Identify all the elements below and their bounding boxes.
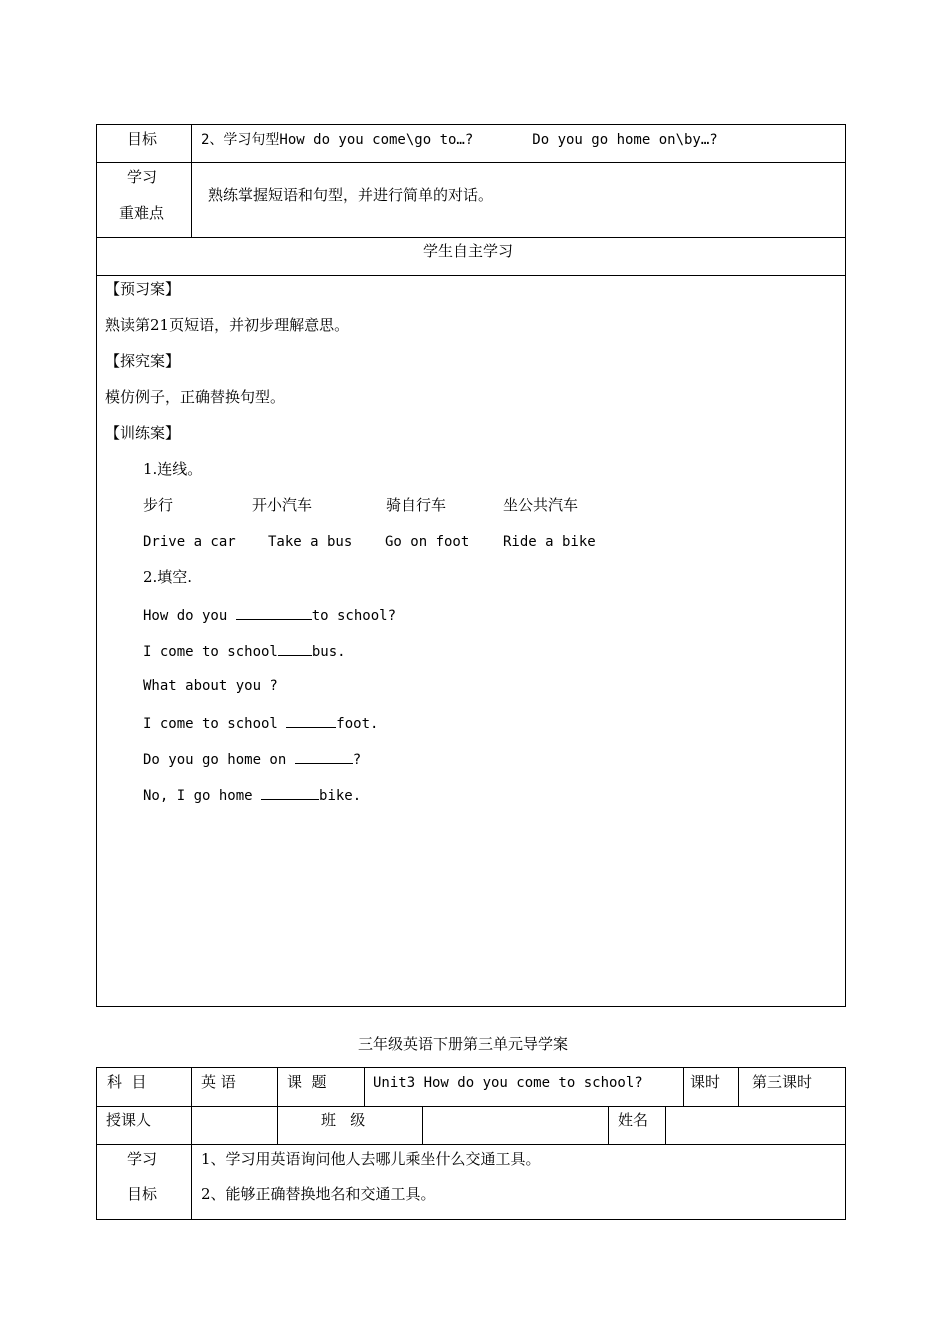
class-value[interactable] [427, 1111, 603, 1129]
goal-text: 2、学习句型How do you come\go to…? Do you go home on\by…? [201, 132, 718, 148]
english-phrase: Ride a bike [503, 534, 596, 550]
chinese-phrase: 开小汽车 [252, 496, 313, 514]
topic-value: Unit3 How do you come to school? [373, 1075, 643, 1091]
chinese-phrase: 骑自行车 [386, 496, 447, 514]
column-divider [191, 125, 192, 237]
top-table [96, 124, 846, 1007]
document-title: 三年级英语下册第三单元导学案 [358, 1035, 569, 1053]
difficulty-text: 熟练掌握短语和句型，并进行简单的对话。 [208, 186, 494, 204]
row-divider [97, 1144, 845, 1145]
goal-label-line2: 目标 [127, 1185, 158, 1203]
topic-label: 课 题 [287, 1073, 327, 1091]
answer-blank[interactable] [261, 785, 319, 800]
column-divider [422, 1106, 423, 1144]
column-divider [665, 1106, 666, 1144]
class-label: 班 级 [321, 1111, 366, 1129]
fill-line: I come to school bus. [143, 641, 346, 661]
chinese-phrase: 坐公共汽车 [503, 496, 579, 514]
fill-line: How do you to school? [143, 605, 396, 625]
column-divider [191, 1068, 192, 1106]
english-phrase: Go on foot [385, 534, 470, 550]
column-divider [277, 1106, 278, 1144]
subject-label: 科 目 [107, 1073, 147, 1091]
teacher-value[interactable] [197, 1111, 271, 1129]
column-divider [683, 1068, 684, 1106]
period-label: 课时 [690, 1073, 721, 1091]
answer-blank[interactable] [295, 749, 353, 764]
fill-line: Do you go home on ? [143, 749, 361, 769]
goal-label-line1: 学习 [127, 1150, 158, 1168]
name-value[interactable] [671, 1111, 841, 1129]
difficulty-label-line2: 重难点 [119, 204, 165, 222]
explore-text: 模仿例子，正确替换句型。 [105, 388, 286, 406]
row-divider [97, 237, 845, 238]
task2-title: 2.填空. [143, 568, 193, 586]
preview-text: 熟读第21页短语，并初步理解意思。 [105, 316, 350, 334]
answer-blank[interactable] [278, 641, 312, 656]
info-table [96, 1067, 846, 1220]
fill-line: What about you ? [143, 678, 278, 694]
answer-blank[interactable] [286, 713, 336, 728]
name-label: 姓名 [618, 1111, 649, 1129]
difficulty-label-line1: 学习 [127, 168, 158, 186]
section-title: 学生自主学习 [423, 242, 514, 260]
column-divider [191, 1106, 192, 1144]
row-divider [97, 1106, 845, 1107]
row-divider [97, 162, 845, 163]
chinese-phrase: 步行 [143, 496, 174, 514]
explore-heading: 【探究案】 [105, 352, 181, 370]
preview-heading: 【预习案】 [105, 280, 181, 298]
fill-line: I come to school foot. [143, 713, 378, 733]
column-divider [608, 1106, 609, 1144]
column-divider [364, 1068, 365, 1106]
goal-item: 1、学习用英语询问他人去哪儿乘坐什么交通工具。 [201, 1150, 541, 1168]
subject-value: 英 语 [201, 1073, 236, 1091]
practice-heading: 【训练案】 [105, 424, 181, 442]
goal-label: 目标 [127, 130, 158, 148]
column-divider [738, 1068, 739, 1106]
fill-line: No, I go home bike. [143, 785, 361, 805]
period-value: 第三课时 [752, 1073, 813, 1091]
task1-title: 1.连线。 [143, 460, 203, 478]
english-phrase: Take a bus [268, 534, 353, 550]
english-phrase: Drive a car [143, 534, 236, 550]
row-divider [97, 275, 845, 276]
teacher-label: 授课人 [106, 1111, 152, 1129]
goal-item: 2、能够正确替换地名和交通工具。 [201, 1185, 436, 1203]
column-divider [277, 1068, 278, 1106]
column-divider [191, 1144, 192, 1219]
answer-blank[interactable] [236, 605, 312, 620]
